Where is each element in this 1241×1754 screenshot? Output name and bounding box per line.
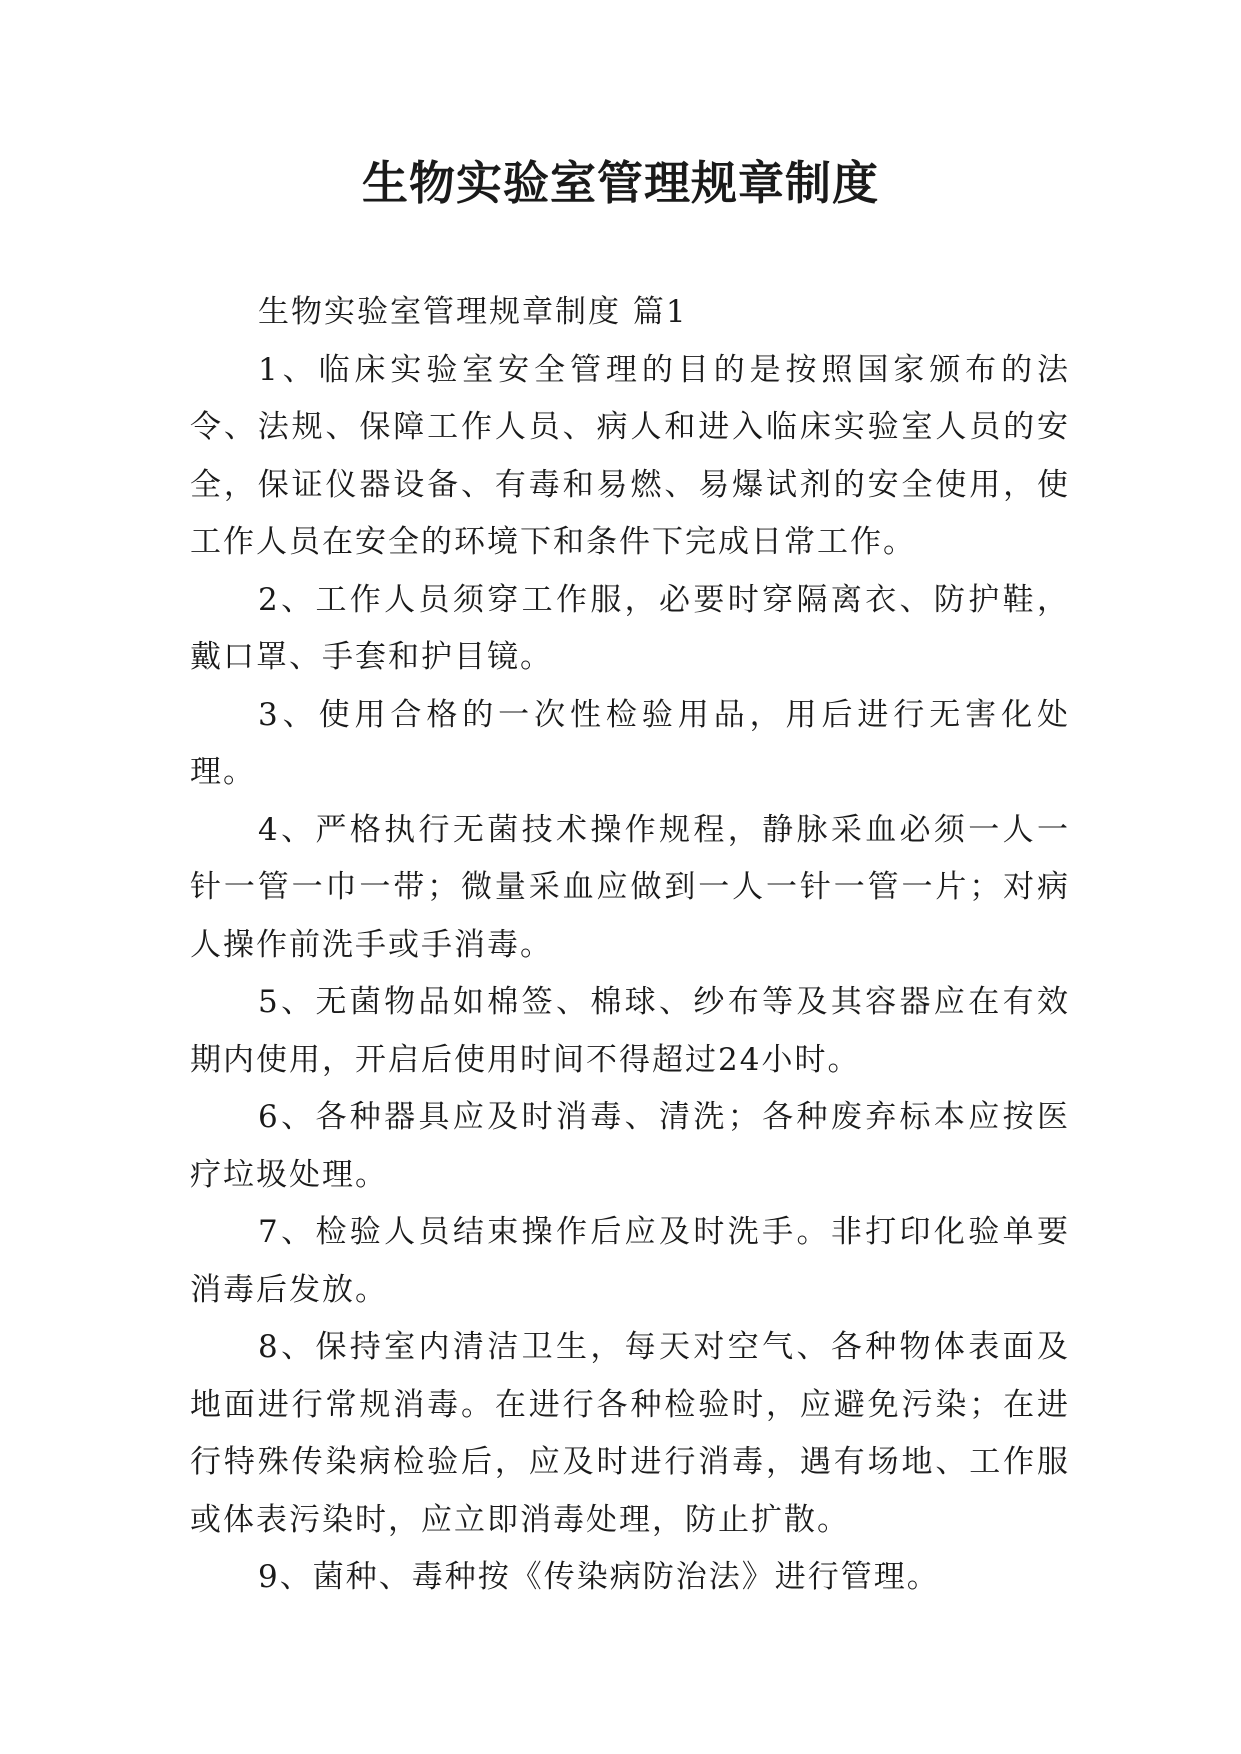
- section-heading: 生物实验室管理规章制度 篇1: [258, 294, 688, 330]
- paragraph-3: 3、使用合格的一次性检验用品，用后进行无害化处理。: [190, 696, 1070, 790]
- paragraph-1: 1、临床实验室安全管理的目的是按照国家颁布的法令、法规、保障工作人员、病人和进入临床实验室人员的安全，保证仪器设备、有毒和易燃、易爆试剂的安全使用，使工作人员在安全的环境下和条件下完成日常工作。: [190, 351, 1070, 560]
- document-body: [190, 284, 1070, 1607]
- paragraph-9: 9、菌种、毒种按《传染病防治法》进行管理。: [258, 1559, 940, 1595]
- paragraph-7: 7、检验人员结束操作后应及时洗手。非打印化验单要消毒后发放。: [190, 1214, 1070, 1308]
- paragraph-4: 4、严格执行无菌技术操作规程，静脉采血必须一人一针一管一巾一带；微量采血应做到一人一针一管一片；对病人操作前洗手或手消毒。: [190, 811, 1070, 963]
- paragraph-6: 6、各种器具应及时消毒、清洗；各种废弃标本应按医疗垃圾处理。: [190, 1099, 1070, 1193]
- paragraph-2: 2、工作人员须穿工作服，必要时穿隔离衣、防护鞋，戴口罩、手套和护目镜。: [190, 581, 1070, 675]
- paragraph-5: 5、无菌物品如棉签、棉球、纱布等及其容器应在有效期内使用，开启后使用时间不得超过24小时。: [190, 984, 1070, 1078]
- document-title: 生物实验室管理规章制度: [362, 156, 879, 210]
- paragraph-8: 8、保持室内清洁卫生，每天对空气、各种物体表面及地面进行常规消毒。在进行各种检验时，应避免污染；在进行特殊传染病检验后，应及时进行消毒，遇有场地、工作服或体表污染时，应立即消毒处理，防止扩散。: [190, 1329, 1070, 1538]
